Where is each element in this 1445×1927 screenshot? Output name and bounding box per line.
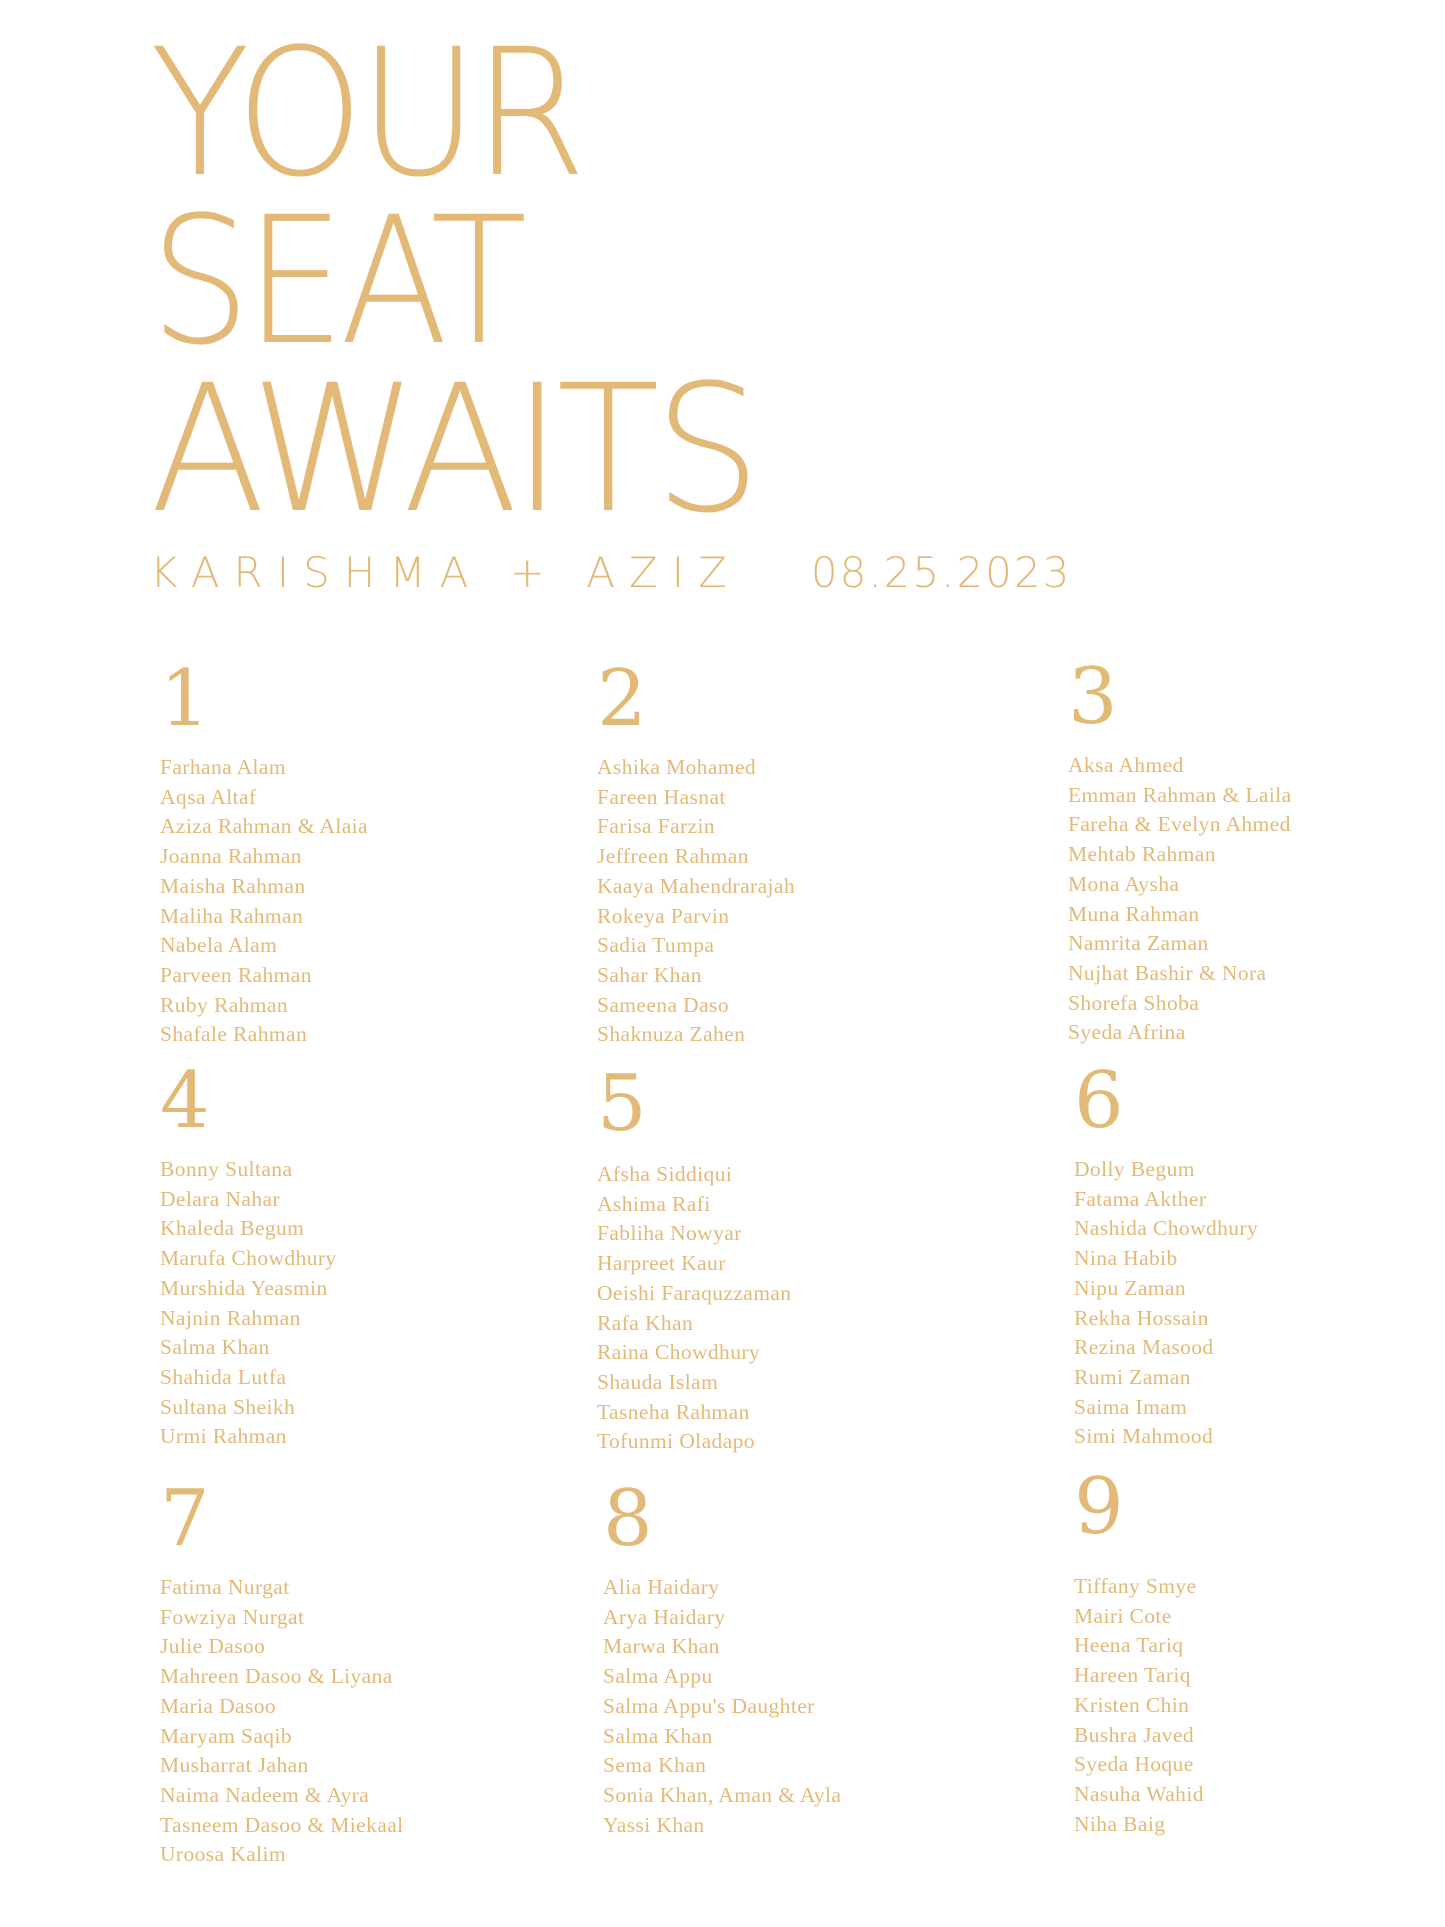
title-line-2: SEAT (150, 179, 522, 384)
table-8 (603, 1474, 842, 1840)
guest-name: Tiffany Smye (1074, 1574, 1197, 1598)
guest-name: Heena Tariq (1074, 1633, 1184, 1658)
event-date: 08.25.2023 (810, 548, 1072, 597)
guest-name: Sonia Khan, Aman & Ayla (603, 1782, 842, 1807)
guest-name: Najnin Rahman (160, 1305, 301, 1330)
guest-name: Salma Appu (603, 1664, 713, 1689)
guest-name: Sahar Khan (597, 962, 702, 987)
guest-name: Maisha Rahman (160, 873, 306, 898)
guest-name: Mahreen Dasoo & Liyana (160, 1664, 393, 1689)
guest-name: Jeffreen Rahman (597, 844, 749, 869)
guest-name: Simi Mahmood (1074, 1424, 1214, 1449)
guest-name: Aziza Rahman & Alaia (160, 814, 368, 839)
guest-name: Shahida Lutfa (160, 1364, 287, 1389)
guest-name: Kristen Chin (1074, 1692, 1190, 1717)
guest-name: Salma Khan (160, 1335, 270, 1360)
guest-name: Fareen Hasnat (597, 784, 726, 809)
guest-list (1074, 1155, 1258, 1452)
guest-list (597, 753, 795, 1050)
guest-name: Nina Habib (1074, 1246, 1178, 1271)
guest-name: Maliha Rahman (160, 903, 304, 928)
guest-name: Arya Haidary (603, 1604, 726, 1629)
guest-name: Marwa Khan (603, 1634, 720, 1659)
table-9 (1074, 1462, 1204, 1839)
guest-name: Mona Aysha (1068, 871, 1180, 896)
guest-list (597, 1160, 791, 1457)
table-3 (1068, 652, 1292, 1048)
guest-name: Rokeya Parvin (597, 903, 730, 928)
guest-name: Urmi Rahman (160, 1424, 287, 1449)
guest-name: Emman Rahman & Laila (1068, 782, 1292, 807)
guest-name: Fatima Nurgat (160, 1575, 290, 1599)
guest-name: Namrita Zaman (1068, 931, 1209, 956)
guest-name: Fabliha Nowyar (597, 1221, 742, 1246)
guest-name: Bonny Sultana (160, 1157, 293, 1181)
guest-name: Tasneha Rahman (597, 1399, 750, 1424)
table-number: 1 (160, 654, 210, 744)
guest-name: Dolly Begum (1074, 1157, 1195, 1181)
guest-name: Marufa Chowdhury (160, 1246, 337, 1271)
guest-name: Raina Chowdhury (597, 1340, 761, 1365)
table-number: 2 (597, 654, 647, 744)
guest-name: Shafale Rahman (160, 1022, 308, 1047)
guest-name: Khaleda Begum (160, 1216, 305, 1241)
subtitle (150, 548, 1071, 598)
guest-name: Nashida Chowdhury (1074, 1216, 1259, 1241)
guest-name: Salma Appu's Daughter (603, 1693, 815, 1718)
guest-name: Niha Baig (1074, 1811, 1166, 1836)
table-2 (597, 654, 796, 1050)
guest-name: Mairi Cote (1074, 1603, 1172, 1628)
guest-name: Afsha Siddiqui (597, 1162, 733, 1186)
table-number: 7 (160, 1474, 210, 1564)
couple-names: KARISHMA + AZIZ (150, 548, 741, 597)
guest-name: Aqsa Altaf (160, 784, 257, 809)
table-6 (1074, 1056, 1259, 1452)
guest-name: Ruby Rahman (160, 992, 289, 1017)
guest-name: Salma Khan (603, 1723, 713, 1748)
table-number: 5 (597, 1059, 647, 1149)
table-1 (160, 654, 368, 1050)
guest-name: Ashima Rafi (597, 1191, 711, 1216)
guest-name: Farhana Alam (160, 755, 286, 779)
guest-name: Tasneem Dasoo & Miekaal (160, 1812, 404, 1837)
guest-name: Julie Dasoo (160, 1634, 266, 1659)
guest-name: Murshida Yeasmin (160, 1275, 328, 1300)
guest-name: Fareha & Evelyn Ahmed (1068, 812, 1291, 837)
guest-name: Aksa Ahmed (1068, 753, 1184, 777)
guest-name: Uroosa Kalim (160, 1842, 287, 1867)
table-number: 3 (1068, 652, 1118, 742)
guest-name: Nipu Zaman (1074, 1275, 1187, 1300)
table-number: 9 (1074, 1462, 1124, 1552)
guest-name: Naima Nadeem & Ayra (160, 1782, 370, 1807)
guest-name: Bushra Javed (1074, 1722, 1195, 1747)
guest-name: Musharrat Jahan (160, 1753, 309, 1778)
guest-list (1068, 751, 1292, 1048)
guest-list (160, 1155, 337, 1452)
guest-name: Kaaya Mahendrarajah (597, 873, 796, 898)
guest-name: Maryam Saqib (160, 1723, 292, 1748)
table-number: 4 (160, 1056, 210, 1146)
guest-name: Ashika Mohamed (597, 755, 757, 779)
guest-name: Rumi Zaman (1074, 1364, 1191, 1389)
guest-name: Fowziya Nurgat (160, 1604, 305, 1629)
guest-name: Nasuha Wahid (1074, 1781, 1204, 1806)
guest-name: Farisa Farzin (597, 814, 716, 839)
guest-name: Nujhat Bashir & Nora (1068, 960, 1267, 985)
guest-name: Oeishi Faraquzzaman (597, 1280, 792, 1305)
table-number: 6 (1074, 1056, 1124, 1146)
page-title (150, 11, 781, 552)
guest-name: Parveen Rahman (160, 962, 312, 987)
guest-name: Sameena Daso (597, 992, 729, 1017)
guest-name: Sema Khan (603, 1753, 707, 1778)
guest-list (1074, 1572, 1204, 1839)
guest-name: Sadia Tumpa (597, 933, 715, 958)
guest-name: Harpreet Kaur (597, 1251, 726, 1276)
guest-name: Joanna Rahman (160, 844, 302, 869)
guest-name: Saima Imam (1074, 1394, 1188, 1419)
guest-name: Sultana Sheikh (160, 1394, 296, 1419)
guest-name: Syeda Hoque (1074, 1752, 1194, 1777)
guest-list (603, 1573, 841, 1840)
guest-name: Rekha Hossain (1074, 1305, 1209, 1330)
title-line-1: YOUR (150, 11, 582, 216)
guest-name: Shaknuza Zahen (597, 1022, 746, 1047)
guest-name: Rezina Masood (1074, 1335, 1214, 1360)
guest-name: Syeda Afrina (1068, 1020, 1186, 1045)
guest-name: Shauda Islam (597, 1369, 719, 1394)
guest-name: Mehtab Rahman (1068, 842, 1216, 867)
guest-name: Delara Nahar (160, 1186, 280, 1211)
guest-name: Fatama Akther (1074, 1186, 1207, 1211)
guest-name: Rafa Khan (597, 1310, 694, 1335)
guest-name: Muna Rahman (1068, 901, 1200, 926)
guest-name: Yassi Khan (603, 1812, 705, 1837)
guest-list (160, 753, 368, 1050)
guest-name: Alia Haidary (603, 1575, 720, 1599)
guest-list (160, 1573, 404, 1870)
table-5 (597, 1059, 792, 1457)
title-line-3: AWAITS (150, 347, 756, 552)
guest-name: Maria Dasoo (160, 1693, 277, 1718)
guest-name: Nabela Alam (160, 933, 278, 958)
table-4 (160, 1056, 337, 1452)
table-number: 8 (603, 1474, 653, 1564)
guest-name: Tofunmi Oladapo (597, 1429, 755, 1454)
guest-name: Shorefa Shoba (1068, 990, 1200, 1015)
guest-name: Hareen Tariq (1074, 1663, 1191, 1688)
table-7 (160, 1474, 404, 1870)
